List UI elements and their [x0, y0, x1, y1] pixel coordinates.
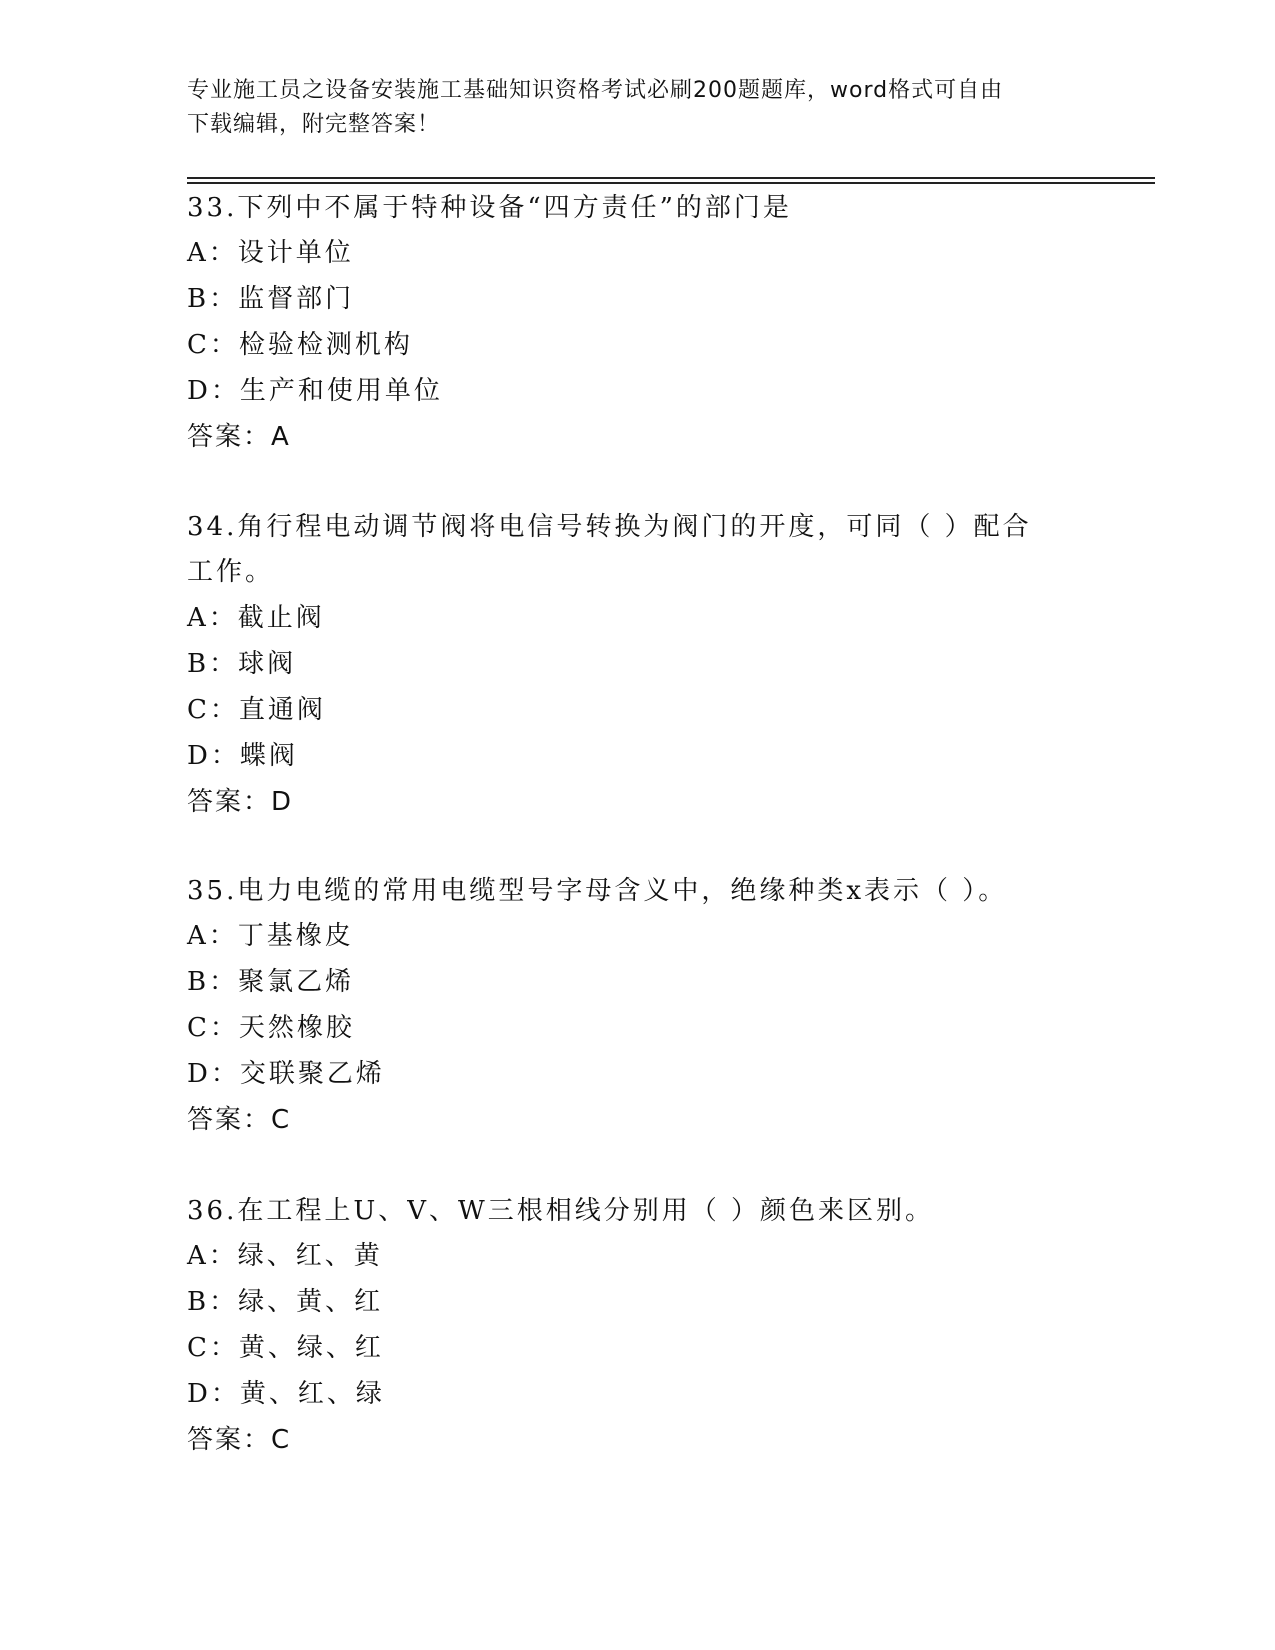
option-a: A：设计单位	[187, 238, 354, 268]
question-35	[187, 869, 1067, 1143]
option-c: C：直通阀	[187, 695, 326, 725]
header-divider-top	[187, 177, 1155, 179]
option-c: C：检验检测机构	[187, 330, 413, 360]
option-d: D：生产和使用单位	[187, 376, 443, 406]
question-stem: 34.角行程电动调节阀将电信号转换为阀门的开度，可同（ ）配合工作。	[187, 512, 1032, 587]
question-36	[187, 1189, 1067, 1463]
question-stem: 33.下列中不属于特种设备“四方责任”的部门是	[187, 193, 792, 223]
header-divider-bottom	[187, 182, 1155, 184]
header-line-2: 下载编辑，附完整答案！	[187, 112, 441, 137]
question-stem: 35.电力电缆的常用电缆型号字母含义中，绝缘种类x表示（ ）。	[187, 876, 1008, 906]
option-b: B：聚氯乙烯	[187, 967, 355, 997]
answer-label: 答案：C	[187, 1425, 292, 1455]
question-34	[187, 505, 1047, 825]
answer-label: 答案：C	[187, 1105, 292, 1135]
question-stem: 36.在工程上U、V、W三根相线分别用（ ）颜色来区别。	[187, 1196, 935, 1226]
option-a: A：绿、红、黄	[187, 1241, 383, 1271]
option-b: B：球阀	[187, 649, 297, 679]
question-33	[187, 186, 1067, 460]
option-c: C：黄、绿、红	[187, 1333, 384, 1363]
option-d: D：黄、红、绿	[187, 1379, 385, 1409]
option-b: B：监督部门	[187, 284, 355, 314]
document-header	[187, 74, 1067, 142]
option-d: D：交联聚乙烯	[187, 1059, 385, 1089]
option-c: C：天然橡胶	[187, 1013, 355, 1043]
answer-label: 答案：A	[187, 422, 291, 452]
option-a: A：截止阀	[187, 603, 325, 633]
option-b: B：绿、黄、红	[187, 1287, 384, 1317]
header-line-1: 专业施工员之设备安装施工基础知识资格考试必刷200题题库，word格式可自由	[187, 78, 1004, 103]
option-a: A：丁基橡皮	[187, 921, 354, 951]
option-d: D：蝶阀	[187, 741, 298, 771]
answer-label: 答案：D	[187, 787, 294, 817]
